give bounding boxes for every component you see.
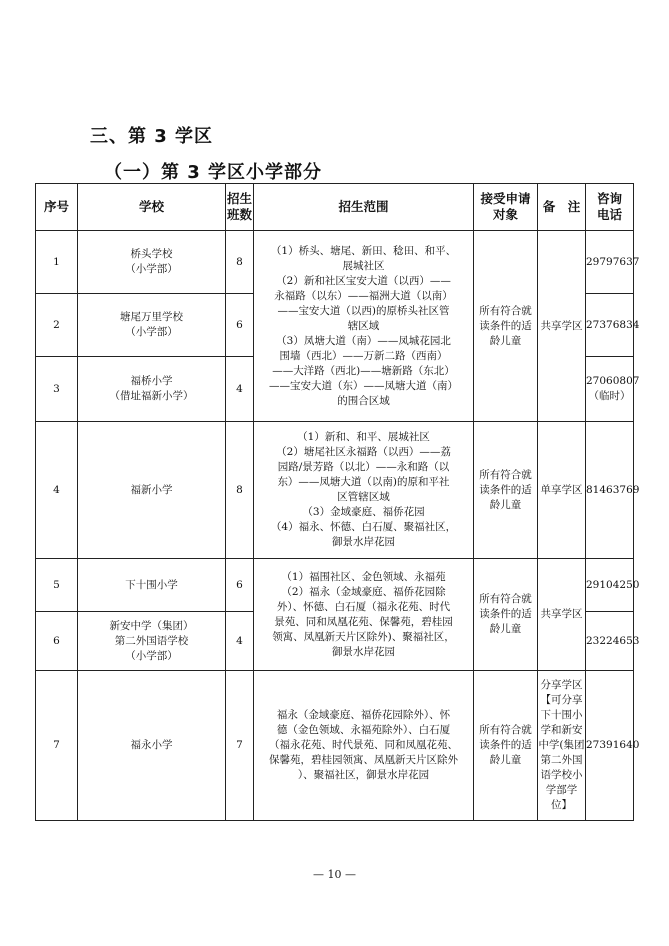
header-phone xyxy=(586,184,634,231)
eligible-line: 所有符合就 xyxy=(479,304,532,317)
range-line: 东）——凤塘大道（以南)的原和平社 xyxy=(277,476,450,488)
header-range: 招生范围 xyxy=(254,184,474,231)
range-line: ——宝安大道（东）——凤塘大道（南） xyxy=(269,379,458,392)
school-note: （小学部） xyxy=(125,326,178,338)
row-index: 2 xyxy=(36,294,78,357)
header-index: 序号 xyxy=(36,184,78,231)
remark-line: 学和新安 xyxy=(540,724,583,736)
header-remark: 备 注 xyxy=(538,184,586,231)
phone-number: 27391640 xyxy=(586,739,640,751)
range-line: （2）塘尾社区永福路（以西）——荔 xyxy=(276,446,451,458)
remark-line: 学部学位】 xyxy=(545,784,578,811)
school-name: 福永小学 xyxy=(130,739,173,751)
range-line: （4）福永、怀德、白石厦、聚福社区， xyxy=(270,521,457,533)
range-line: 御景水岸花园 xyxy=(332,536,395,548)
eligible-line: 读条件的适 xyxy=(479,319,532,332)
phone-number: 23224653 xyxy=(586,634,640,647)
header-classes xyxy=(226,184,254,231)
header-eligible-line1: 接受申请 xyxy=(480,191,531,206)
range-line: 御景水岸花园 xyxy=(332,645,395,658)
header-school: 学校 xyxy=(78,184,226,231)
row-classes: 8 xyxy=(226,231,254,294)
eligible-line: 所有符合就 xyxy=(479,593,532,605)
phone-note: （临时） xyxy=(588,390,631,402)
remark-line: 分享学区 xyxy=(540,679,583,691)
range-line: 的围合区域 xyxy=(337,394,390,407)
row-phone xyxy=(586,559,640,612)
range-line: 永福路（以东）——福洲大道（以南） xyxy=(274,289,453,302)
remark-line: 中学(集团 xyxy=(538,739,585,751)
remark-cell xyxy=(538,671,586,821)
row-classes: 4 xyxy=(226,612,254,671)
range-line: ——大洋路（西北)——塘新路（东北） xyxy=(272,364,455,377)
header-classes-line1: 招生 xyxy=(226,191,252,206)
range-line: 领寓、凤凰新天片区除外)、聚福社区， xyxy=(272,630,455,643)
row-school xyxy=(78,612,226,671)
row-index: 5 xyxy=(36,559,78,612)
header-eligible xyxy=(474,184,538,231)
school-name: 福桥小学 xyxy=(130,375,173,387)
range-line: 福永（金域豪庭、福侨花园除外）、怀 xyxy=(276,709,451,721)
phone-number: 29797637 xyxy=(586,255,640,268)
eligible-line: 龄儿童 xyxy=(489,334,522,347)
range-cell xyxy=(254,231,474,422)
school-name: 下十围小学 xyxy=(125,578,178,591)
phone-number: 27060807 xyxy=(586,375,640,387)
table-row xyxy=(36,559,634,612)
row-index: 1 xyxy=(36,231,78,294)
row-phone xyxy=(586,671,640,821)
row-classes: 6 xyxy=(226,294,254,357)
remark-line: 语学校小 xyxy=(540,769,583,781)
row-classes: 7 xyxy=(226,671,254,821)
school-note: （小学部） xyxy=(125,649,178,662)
range-line: （3）金域豪庭、福侨花园 xyxy=(302,506,425,518)
remark-cell xyxy=(538,422,586,559)
row-phone xyxy=(586,357,640,422)
header-phone-line1: 咨询 xyxy=(596,191,622,206)
remark-cell xyxy=(538,559,586,671)
remark-line: 共享学区 xyxy=(540,608,583,620)
row-school xyxy=(78,357,226,422)
school-name: 桥头学校 xyxy=(130,248,173,260)
row-phone xyxy=(586,612,640,671)
row-phone xyxy=(586,231,640,294)
range-line: （1）新和、和平、展城社区 xyxy=(297,431,430,443)
row-school xyxy=(78,231,226,294)
eligible-cell xyxy=(474,671,538,821)
school-name: 新安中学（集团） xyxy=(109,619,194,632)
eligible-line: 读条件的适 xyxy=(479,483,532,496)
row-phone xyxy=(586,422,640,559)
remark-line: 下十围小 xyxy=(540,709,583,721)
table-row xyxy=(36,231,634,294)
row-phone xyxy=(586,294,640,357)
range-cell xyxy=(254,422,474,559)
range-line: 围墙（西北）——万新二路（西南） xyxy=(279,349,448,362)
range-line: 德（金色领域、永福苑除外）、白石厦 xyxy=(276,724,451,736)
header-classes-line2: 班数 xyxy=(226,207,252,222)
remark-cell xyxy=(538,231,586,422)
eligible-line: 所有符合就 xyxy=(479,468,532,481)
range-line: （1）桥头、塘尾、新田、稔田、和平、 xyxy=(270,244,457,257)
row-classes: 4 xyxy=(226,357,254,422)
range-line: 景苑、同和凤凰花苑、保馨苑，碧桂园 xyxy=(274,615,453,628)
row-school xyxy=(78,559,226,612)
eligible-line: 所有符合就 xyxy=(479,724,532,736)
school-name-cont: 第二外国语学校 xyxy=(114,634,189,647)
page-number: — 10 — xyxy=(313,868,356,881)
remark-line: 第二外国 xyxy=(540,754,583,766)
eligible-cell xyxy=(474,231,538,422)
eligible-line: 龄儿童 xyxy=(489,754,522,766)
row-school xyxy=(78,294,226,357)
header-eligible-line2: 对象 xyxy=(492,207,518,222)
row-index: 3 xyxy=(36,357,78,422)
range-line: 区管辖区域 xyxy=(337,491,390,503)
range-line: 辖区域 xyxy=(347,319,380,332)
school-note: （小学部） xyxy=(125,263,178,275)
remark-line: 共享学区 xyxy=(540,319,583,332)
row-index: 7 xyxy=(36,671,78,821)
table-row xyxy=(36,422,634,559)
eligible-line: 龄儿童 xyxy=(489,498,522,511)
row-classes: 8 xyxy=(226,422,254,559)
range-line: ）、聚福社区，御景水岸花园 xyxy=(297,769,430,781)
school-name: 福新小学 xyxy=(130,483,173,496)
subsection-title: （一）第 3 学区小学部分 xyxy=(104,162,323,183)
eligible-line: 龄儿童 xyxy=(489,623,522,635)
eligible-cell xyxy=(474,422,538,559)
range-line: 园路/景芳路（以北）——永和路（以 xyxy=(277,461,450,473)
phone-number: 27376834 xyxy=(586,318,640,331)
row-classes: 6 xyxy=(226,559,254,612)
row-school xyxy=(78,671,226,821)
eligible-cell xyxy=(474,559,538,671)
remark-line: 单享学区 xyxy=(540,483,583,496)
range-cell xyxy=(254,559,474,671)
enrollment-table xyxy=(35,183,640,821)
range-line: 保馨苑，碧桂园领寓、凤凰新天片区除外 xyxy=(269,754,458,766)
range-line: （福永花苑、时代景苑、同和凤凰花苑、 xyxy=(269,739,458,751)
school-note: （借址福新小学） xyxy=(109,390,194,402)
eligible-line: 读条件的适 xyxy=(479,608,532,620)
range-line: （2）福永（金域豪庭、福侨花园除 xyxy=(281,585,446,598)
school-name: 塘尾万里学校 xyxy=(120,311,183,323)
phone-number: 81463769 xyxy=(586,483,640,496)
row-index: 4 xyxy=(36,422,78,559)
range-line: ——宝安大道（以西)的原桥头社区管 xyxy=(277,304,450,317)
range-line: （2）新和社区宝安大道（以西）—— xyxy=(276,274,451,287)
table-row xyxy=(36,671,634,821)
eligible-line: 读条件的适 xyxy=(479,739,532,751)
section-title: 三、第 3 学区 xyxy=(90,126,214,147)
row-index: 6 xyxy=(36,612,78,671)
header-phone-line2: 电话 xyxy=(596,207,622,222)
row-school xyxy=(78,422,226,559)
range-line: （1）福围社区、金色领域、永福苑 xyxy=(281,570,446,583)
phone-number: 29104250 xyxy=(586,578,640,591)
table-header-row xyxy=(36,184,634,231)
range-line: 展城社区 xyxy=(342,259,385,272)
remark-line: 【可分享 xyxy=(540,694,583,706)
range-line: 外）、怀德、白石厦（福永花苑、时代 xyxy=(276,600,451,613)
range-cell xyxy=(254,671,474,821)
range-line: （3）凤塘大道（南）——凤城花园北 xyxy=(276,334,451,347)
